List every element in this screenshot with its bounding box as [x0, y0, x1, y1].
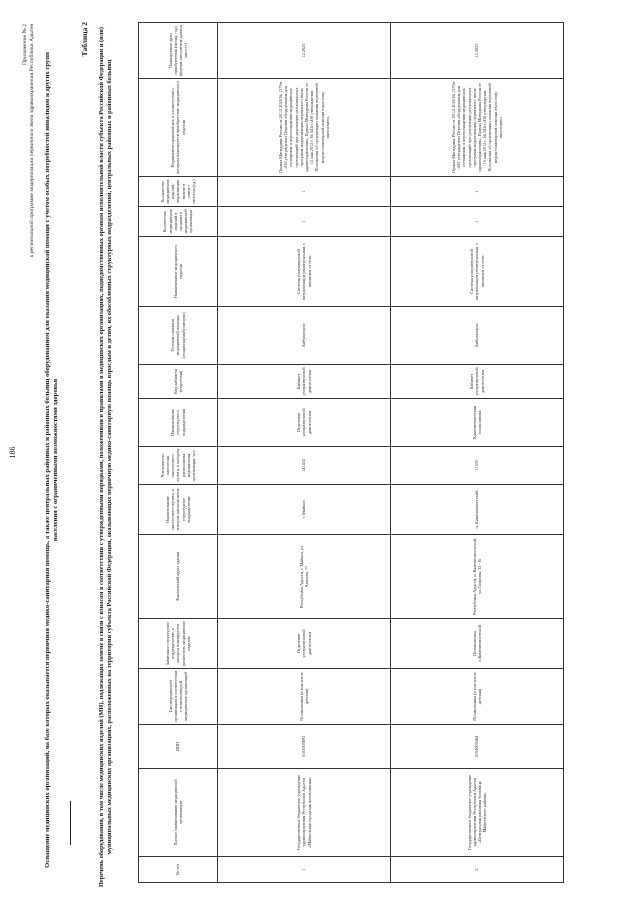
title-underline — [70, 801, 71, 845]
col-header: Зависимое структурное подразделение, в котором планируется разместить медицинское изделие — [139, 619, 218, 669]
cell-struct-unit: Каменномостская поликлиника — [391, 399, 564, 447]
cell-device: Система ультразвуковой визуализации универсальная, с питанием от сети — [391, 237, 564, 307]
cell-in-stock: 1 — [218, 207, 391, 237]
table-caption: Перечень оборудования, в том числе медицинских изделий (МИ), подлежащих замене в связи с износом в соответствии с утвержденными порядками, положениями и правилами в медицинских организациях, подведомственных органам исполнительной власти субъекта Российской Федерации и (или) муниципальных медицинских организациях, расположенных на территории субъекта Российской Федерации, оказывающих первичную медико-санитарную помощь взрослым и детям, их обособленных структурных подразделений, центральных районных и районных больниц — [98, 27, 113, 887]
cell-subdivision: Отделение ультразвуковой диагностики — [218, 619, 391, 669]
equipment-table — [138, 22, 564, 883]
col-header: Планируемые даты приобретения (месяц, год) (формат заполнения данных мм.гггг) — [139, 23, 218, 79]
col-header: Нормативно-правовой акт, в соответствии с которым планируется приобретение медицинского изделия — [139, 79, 218, 177]
cell-in-stock: 1 — [391, 207, 564, 237]
col-header: Полное наименование медицинской организации — [139, 769, 218, 857]
cell-struct-unit: Отделение ультразвуковой диагностики — [218, 399, 391, 447]
col-header: Тип медицинской организации в соответствии с номенклатурой медицинских организаций — [139, 669, 218, 725]
table-row — [391, 23, 564, 883]
cell-conditions: Амбулаторно — [218, 307, 391, 365]
col-header: Количество медицинских изделий, подлежащих замене в связи с износом (ед.) — [139, 177, 218, 207]
cell-type: Поликлиника (в том числе детская) — [391, 669, 564, 725]
cell-inn: 0104005564 — [391, 725, 564, 769]
appendix-header — [22, 24, 36, 484]
cell-to-replace: 1 — [391, 177, 564, 207]
col-header: Численность населения населенного пункта, в котором расположена медицинская организация, чел. — [139, 447, 218, 485]
cell-org: Государственное бюджетное учреждение здравоохранения Республики Адыгея «Центральная районная больница Майкопского района» — [391, 769, 564, 857]
col-header: Вид кабинета (отделения) — [139, 365, 218, 399]
page-number: 186 — [8, 446, 17, 459]
cell-legal-act: Приказ Минздрава России от 28.12.2020 № 1379н «Об утверждении Перечня оборудования для оснащения и переоснащения медицинских организаций при реализации региональных программ модернизации первичного звена здравоохранения»; Приказ Минздрава России от 15 мая 2012 г. № 543н «Об утверждении Положения об организации оказания первичной медико-санитарной помощи взрослому населению» — [391, 79, 564, 177]
cell-population: 141435 — [218, 447, 391, 485]
document-title: Оснащение медицинских организаций, на базе которых оказывается первичная медико-санитарная помощь, а также центральных районных и районных больниц оборудованием для оказания медицинской помощи с учетом особых потребностей инвалидов и других групп населения с ограниченными возможностями здоровья — [44, 52, 60, 868]
col-header: Условия оказания медицинской помощи (стационар/амбулаторно) — [139, 307, 218, 365]
table-header-row — [139, 23, 218, 883]
cell-locality: г. Майкоп — [218, 485, 391, 535]
cell-population: 11109 — [391, 447, 564, 485]
cell-no: 2 — [391, 857, 564, 883]
col-header: № п/п — [139, 857, 218, 883]
cell-address: Республика Адыгея, п. Каменномостский, ул.Гагарина, 32 - В — [391, 535, 564, 619]
cell-no: 1 — [218, 857, 391, 883]
cell-device: Система ультразвуковой визуализации универсальная, с питанием от сети — [218, 237, 391, 307]
col-header: Наименование населенного пункта, в котором располагается структурное подразделение — [139, 485, 218, 535]
cell-date: 12.2025 — [391, 23, 564, 79]
col-header: ИНН — [139, 725, 218, 769]
cell-cabinet: Кабинет ультразвуковой диагностики — [218, 365, 391, 399]
appendix-number: Приложение № 2 — [22, 24, 28, 65]
cell-cabinet: Кабинет ультразвуковой диагностики — [391, 365, 564, 399]
cell-to-replace: 1 — [218, 177, 391, 207]
cell-org: Государственное бюджетное учреждение здравоохранения Республики Адыгея «Майкопская городская поликлиника» — [218, 769, 391, 857]
cell-conditions: Амбулаторно — [391, 307, 564, 365]
cell-inn: 0105005693 — [218, 725, 391, 769]
cell-locality: п. Каменномостский — [391, 485, 564, 535]
cell-address: Республика Адыгея, г. Майкоп, ул. Чкалова, 77 — [218, 535, 391, 619]
cell-type: Поликлиника (в том числе детская) — [218, 669, 391, 725]
col-header: Фактический адрес здания — [139, 535, 218, 619]
cell-date: 12.2025 — [218, 23, 391, 79]
table-row — [218, 23, 391, 883]
col-header: Наименование медицинского изделия — [139, 237, 218, 307]
cell-legal-act: Приказ Минздрава России от 28.12.2020 № 1379н «Об утверждении Перечня оборудования для оснащения и переоснащения медицинских организаций при реализации региональных программ модернизации первичного звена здравоохранения»; Приказ Минздрава России от 15 мая 2012 г. № 543н «Об утверждении Положения об организации оказания первичной медико-санитарной помощи взрослому населению» — [218, 79, 391, 177]
cell-subdivision: Поликлиника п.Каменномостский — [391, 619, 564, 669]
appendix-reference: к региональной программе модернизации первичного звена здравоохранения Республики Адыгея — [29, 24, 35, 258]
table-label: Таблица 2 — [80, 22, 89, 57]
col-header: Наименование структурного подразделения — [139, 399, 218, 447]
col-header: Количество медицинских изделий в наличии в медицинской организации — [139, 207, 218, 237]
